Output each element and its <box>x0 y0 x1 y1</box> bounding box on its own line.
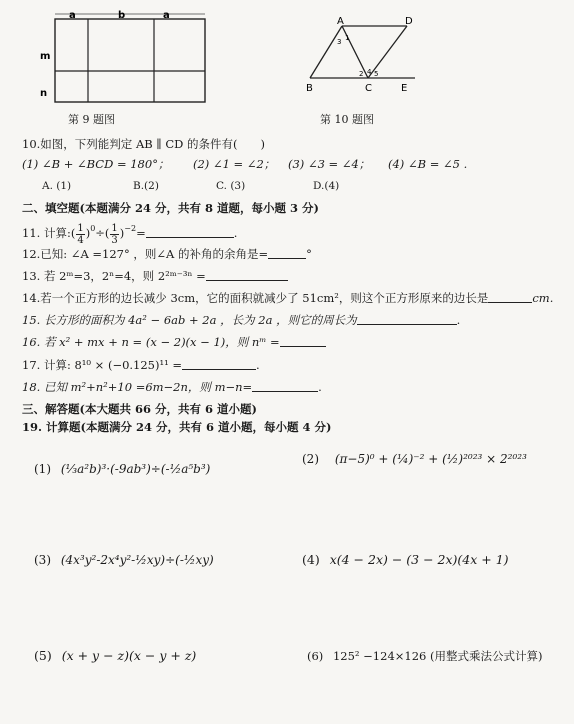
q19-part-4 <box>302 553 509 567</box>
q19-part-4-expr: x(4 − 2x) − (3 − 2x)(4x + 1) <box>329 552 509 567</box>
q10-option-a: A. (1) <box>42 180 72 192</box>
q10-option-c: C. (3) <box>216 180 246 192</box>
fig9-label-a1: a <box>69 10 76 21</box>
q19-part-2-label: (2) <box>302 452 319 466</box>
q10-condition-3: (3) ∠3 = ∠4； <box>288 157 371 171</box>
fig9-caption: 第 9 题图 <box>68 113 115 126</box>
q19-part-1-label: (1) <box>34 462 51 476</box>
q15-text: 15. 长方形的面积为 4a² − 6ab + 2a ，长为 2a ，则它的周长为 <box>22 313 357 327</box>
q17-text: 17. 计算: 8¹⁰ × (−0.125)¹¹ = <box>22 358 183 372</box>
q16-text: 16. 若 x² + mx + n = (x − 2)(x − 1)，则 nᵐ = <box>22 335 280 349</box>
q14-text: 14.若一个正方形的边长减少 3cm，它的面积就减少了 51cm²，则这个正方形原来的边长是 <box>22 291 489 305</box>
q17-answer-blank[interactable] <box>182 359 256 370</box>
q10-option-d: D.(4) <box>313 180 340 192</box>
q13 <box>22 269 288 283</box>
q19-part-5 <box>34 649 196 663</box>
fig9-label-a2: a <box>163 10 170 21</box>
q17-tail: . <box>256 358 260 372</box>
q19-part-6-expr: 125² −124×126 (用整式乘法公式计算) <box>332 649 543 663</box>
fig10-angle-2: 2 <box>359 70 364 78</box>
q19-part-3 <box>34 553 214 567</box>
q12-text: 12.已知: ∠A =127° ，则∠A 的补角的余角是= <box>22 247 269 261</box>
q11-fraction-1: $\frac{1}{4}$ <box>77 222 84 246</box>
q14-unit: cm. <box>532 291 554 305</box>
fig10-label-B: B <box>306 83 313 94</box>
section-3-heading: 三、解答题(本大题共 66 分，共有 6 道小题) <box>22 402 257 416</box>
q19-part-3-label: (3) <box>34 553 51 567</box>
q19-part-5-expr: (x + y − z)(x − y + z) <box>61 648 197 663</box>
q19-part-1-expr: (⅓a²b)³·(-9ab³)÷(-½a⁵b³) <box>60 462 211 476</box>
q19-part-4-label: (4) <box>302 552 320 567</box>
q19-part-6-label: (6) <box>307 649 324 663</box>
q16 <box>22 335 326 349</box>
q14 <box>22 291 553 305</box>
q10-condition-4: (4) ∠B = ∠5 . <box>388 157 468 171</box>
q12-tail: ° <box>306 247 312 261</box>
q12-answer-blank[interactable] <box>268 248 306 259</box>
q19-heading: 19. 计算题(本题满分 24 分，共有 6 道小题，每小题 4 分) <box>22 420 332 434</box>
q10-option-b: B.(2) <box>133 180 159 192</box>
q17 <box>22 358 260 372</box>
q15-answer-blank[interactable] <box>357 314 457 325</box>
q11-tail: . <box>233 226 238 240</box>
q13-answer-blank[interactable] <box>206 270 288 281</box>
q19-part-6 <box>307 649 542 663</box>
fig10-label-A: A <box>337 16 344 27</box>
q10-condition-2: (2) ∠1 = ∠2； <box>193 157 276 171</box>
q18-tail: . <box>318 380 322 394</box>
q13-text: 13. 若 2ᵐ=3，2ⁿ=4，则 2²ᵐ⁻³ⁿ = <box>22 269 206 283</box>
fig10-angle-5: 5 <box>374 70 379 78</box>
q11: 11. 计算:( $\frac{1}{4}$ )$^0$÷( $\frac{1}{3}$ )$^{-2}$= . <box>22 222 238 246</box>
fig9-label-b: b <box>118 10 126 21</box>
section-2-heading: 二、填空题(本题满分 24 分，共有 8 道题，每小题 3 分) <box>22 201 319 215</box>
figure-9-rectangle <box>40 4 210 116</box>
fig10-caption: 第 10 题图 <box>320 113 374 126</box>
q18-answer-blank[interactable] <box>252 381 318 392</box>
q11-fraction-2: $\frac{1}{3}$ <box>111 222 118 246</box>
q19-part-5-label: (5) <box>34 648 52 663</box>
q18-text: 18. 已知 m²+n²+10 =6m−2n，则 m−n= <box>22 380 253 394</box>
q19-part-2-expr: (π−5)⁰ + (¼)⁻² + (½)²⁰²³ × 2²⁰²³ <box>334 452 527 466</box>
q19-part-3-expr: (4x³y²-2x⁴y²-½xy)÷(-½xy) <box>60 553 214 567</box>
q19-part-1 <box>34 462 210 476</box>
fig10-label-C: C <box>365 83 372 94</box>
fig9-label-m: m <box>40 51 51 62</box>
q11-prefix: 11. 计算: <box>22 226 71 240</box>
q16-answer-blank[interactable] <box>280 336 326 347</box>
fig10-angle-4: 4 <box>367 68 372 76</box>
q11-answer-blank[interactable] <box>146 227 234 238</box>
q18 <box>22 380 322 394</box>
figure-10-parallelogram <box>295 14 425 96</box>
q19-part-2 <box>302 452 527 466</box>
q10-stem: 10.如图，下列能判定 AB ∥ CD 的条件有( ) <box>22 137 265 151</box>
fig10-label-D: D <box>405 16 413 27</box>
q15-tail: . <box>456 313 461 327</box>
q14-answer-blank[interactable] <box>488 292 532 303</box>
fig10-label-E: E <box>401 83 408 94</box>
q12 <box>22 247 312 261</box>
q15 <box>22 313 460 327</box>
fig9-label-n: n <box>40 88 48 99</box>
fig10-angle-3: 3 <box>337 38 342 46</box>
q10-condition-1: (1) ∠B + ∠BCD = 180°； <box>22 157 170 171</box>
fig10-angle-1: 1 <box>345 34 350 42</box>
